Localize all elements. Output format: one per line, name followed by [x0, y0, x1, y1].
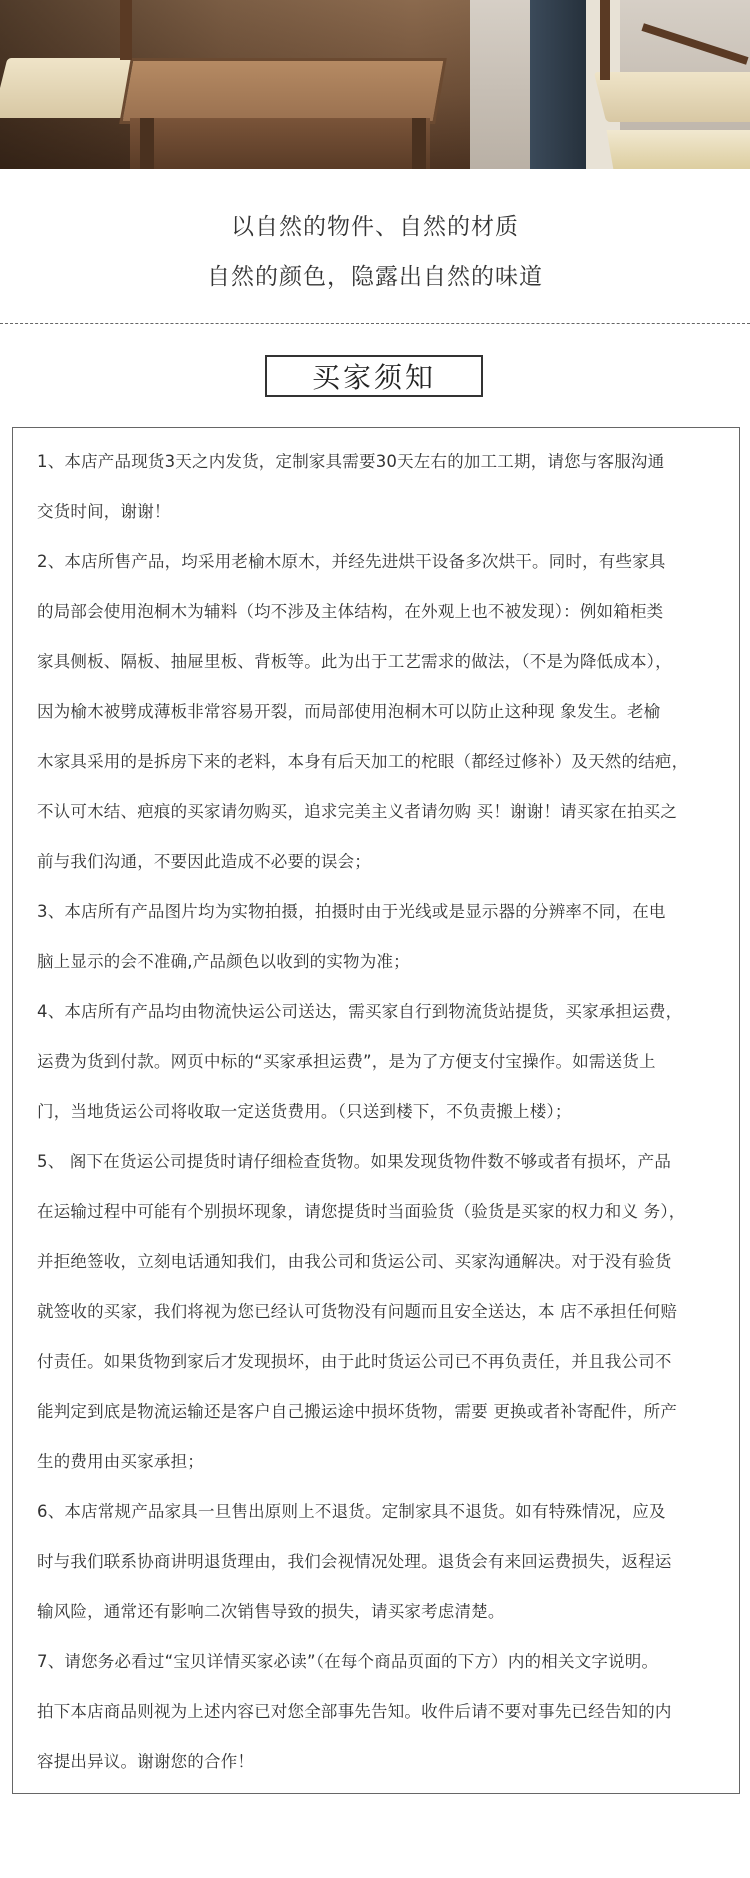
notice-line: 时与我们联系协商讲明退货理由，我们会视情况处理。退货会有来回运费损失，返程运	[37, 1552, 672, 1571]
notice-line: 6、本店常规产品家具一旦售出原则上不退货。定制家具不退货。如有特殊情况，应及	[37, 1502, 666, 1521]
notice-line: 门，当地货运公司将收取一定送货费用。（只送到楼下，不负责搬上楼）；	[37, 1102, 572, 1121]
notice-line: 1、本店产品现货3天之内发货，定制家具需要30天左右的加工工期，请您与客服沟通	[37, 452, 665, 471]
notice-line: 不认可木结、疤痕的买家请勿购买，追求完美主义者请勿购 买！谢谢！请买家在拍买之	[37, 802, 678, 821]
notice-line: 因为榆木被劈成薄板非常容易开裂，而局部使用泡桐木可以防止这种现 象发生。老榆	[37, 702, 661, 721]
notice-line: 就签收的买家，我们将视为您已经认可货物没有问题而且安全送达，本 店不承担任何赔	[37, 1302, 678, 1321]
hero-table-leg	[412, 118, 426, 169]
hero-tea-table-front	[130, 118, 430, 169]
notice-line: 木家具采用的是拆房下来的老料，本身有后天加工的柁眼（都经过修补）及天然的结疤，	[37, 752, 689, 771]
hero-chair-cushion-right	[594, 72, 750, 122]
notice-line: 7、请您务必看过“宝贝详情买家必读”（在每个商品页面的下方）内的相关文字说明。	[37, 1652, 659, 1671]
hero-tea-table-top	[119, 58, 447, 124]
dashed-divider	[0, 323, 750, 324]
notice-line: 并拒绝签收，立刻电话通知我们，由我公司和货运公司、买家沟通解决。对于没有验货	[37, 1252, 672, 1271]
slogan-line-2: 自然的颜色，隐露出自然的味道	[207, 264, 543, 290]
hero-chair-frame	[600, 0, 610, 80]
hero-photo-furniture	[0, 0, 750, 169]
slogan-line-1: 以自然的物件、自然的材质	[231, 214, 519, 240]
notice-line: 的局部会使用泡桐木为辅料（均不涉及主体结构，在外观上也不被发现）：例如箱柜类	[37, 602, 664, 621]
notice-line: 能判定到底是物流运输还是客户自己搬运途中损坏货物，需要 更换或者补寄配件，所产	[37, 1402, 678, 1421]
notice-line: 前与我们沟通，不要因此造成不必要的误会；	[37, 852, 371, 871]
notice-line: 家具侧板、隔板、抽屉里板、背板等。此为出于工艺需求的做法，（不是为降低成本），	[37, 652, 672, 671]
notice-line: 3、本店所有产品图片均为实物拍摄，拍摄时由于光线或是显示器的分辨率不同，在电	[37, 902, 666, 921]
notice-line: 4、本店所有产品均由物流快运公司送达，需买家自行到物流货站提货，买家承担运费，	[37, 1002, 683, 1021]
notice-line: 付责任。如果货物到家后才发现损坏，由于此时货运公司已不再负责任，并且我公司不	[37, 1352, 672, 1371]
notice-line: 5、 阁下在货运公司提货时请仔细检查货物。如果发现货物件数不够或者有损坏，产品	[37, 1152, 672, 1171]
notice-line: 生的费用由买家承担；	[37, 1452, 204, 1471]
hero-table-runner	[530, 0, 586, 169]
notice-title: 买家须知	[265, 355, 483, 397]
hero-chair-frame	[120, 0, 132, 60]
notice-line: 2、本店所售产品，均采用老榆木原木，并经先进烘干设备多次烘干。同时，有些家具	[37, 552, 666, 571]
notice-line: 输风险，通常还有影响二次销售导致的损失，请买家考虑清楚。	[37, 1602, 505, 1621]
notice-line: 交货时间，谢谢！	[37, 502, 171, 521]
notice-line: 容提出异议。谢谢您的合作！	[37, 1752, 255, 1771]
hero-chair-cushion-right-lower	[606, 130, 750, 169]
notice-line: 脑上显示的会不准确,产品颜色以收到的实物为准；	[37, 952, 410, 971]
hero-table-leg	[140, 118, 154, 169]
notice-line: 拍下本店商品则视为上述内容已对您全部事先告知。收件后请不要对事先已经告知的内	[37, 1702, 672, 1721]
notice-line: 在运输过程中可能有个别损坏现象，请您提货时当面验货（验货是买家的权力和义 务），	[37, 1202, 686, 1221]
notice-line: 运费为货到付款。网页中标的“买家承担运费”，是为了方便支付宝操作。如需送货上	[37, 1052, 656, 1071]
notice-box	[12, 427, 740, 1794]
